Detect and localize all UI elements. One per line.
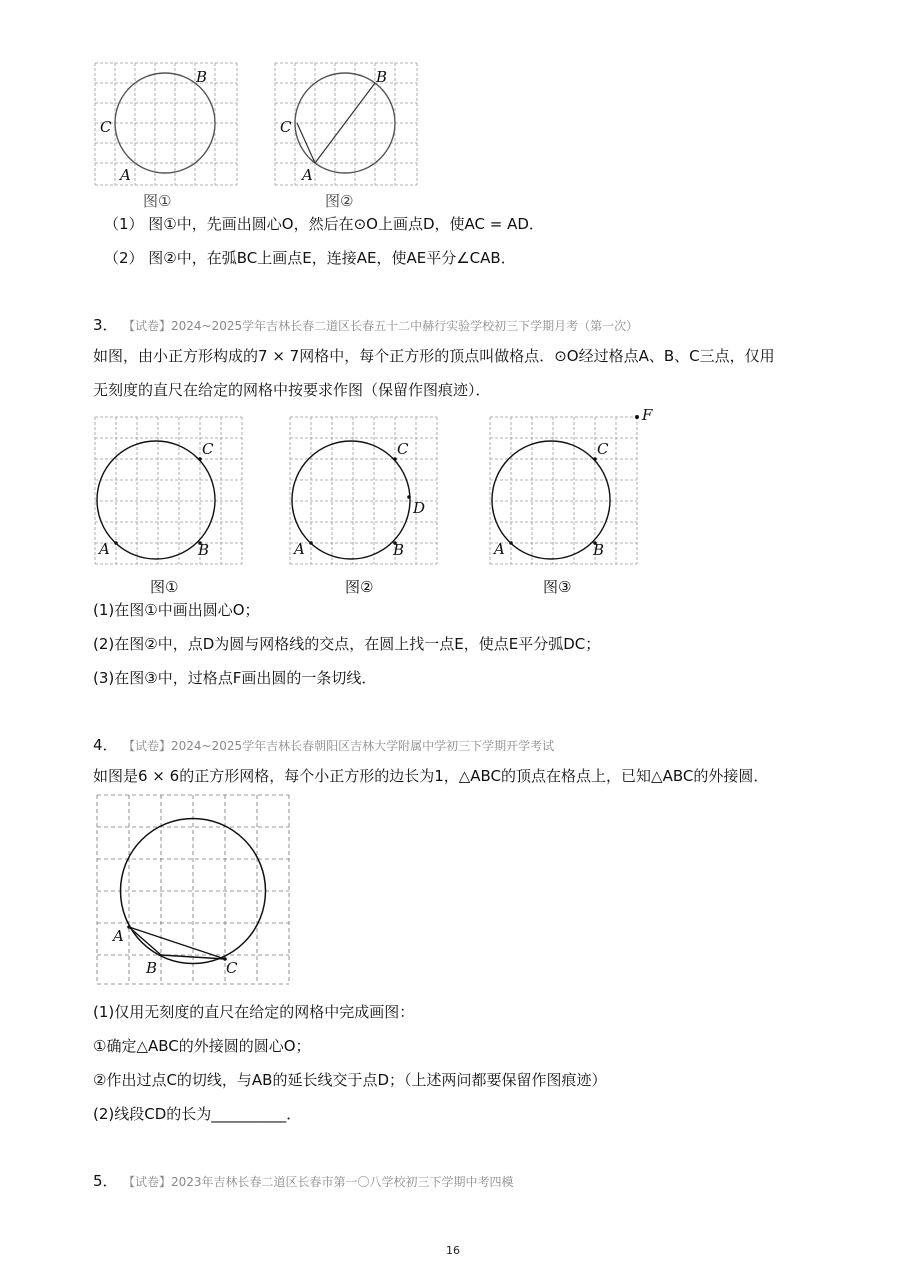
q3-source: 【试卷】2024~2025学年吉林长春二道区长春五十二中赫行实验学校初三下学期月考（第一次） xyxy=(123,319,639,333)
q3-fig3-label-f: F xyxy=(642,406,653,424)
q3-number: 3． xyxy=(93,316,118,334)
q3-fig2-label-c: C xyxy=(397,440,409,458)
q3-part2: (2)在图②中，点D为圆与网格线的交点，在圆上找一点E，使点E平分弧DC； xyxy=(93,635,601,653)
q4-stem: 如图是6 × 6的正方形网格，每个小正方形的边长为1，△ABC的顶点在格点上，已知△ABC的外接圆． xyxy=(93,767,769,785)
q2-fig2-label-c: C xyxy=(280,118,292,136)
q2-fig1-caption: 图① xyxy=(143,192,172,210)
q3-figure-2 xyxy=(285,412,445,572)
q3-fig3-label-a: A xyxy=(494,540,505,558)
q3-stem-line1: 如图，由小正方形构成的7 × 7网格中，每个正方形的顶点叫做格点．⊙O经过格点A、B、C三点，仅用 xyxy=(93,347,775,365)
q4-sub1: ①确定△ABC的外接圆的圆心O； xyxy=(93,1037,311,1055)
q3-fig3-label-c: C xyxy=(597,440,609,458)
q3-stem-line2: 无刻度的直尺在给定的网格中按要求作图（保留作图痕迹）． xyxy=(93,381,491,399)
q5-source: 【试卷】2023年吉林长春二道区长春市第一〇八学校初三下学期中考四模 xyxy=(123,1175,514,1189)
q3-fig2-label-a: A xyxy=(294,540,305,558)
q4-figure xyxy=(92,790,302,990)
q3-fig1-label-c: C xyxy=(202,440,214,458)
q3-fig1-caption: 图① xyxy=(150,578,179,596)
q2-fig1-label-a: A xyxy=(120,166,131,184)
q4-label-c: C xyxy=(226,959,238,977)
q3-fig1-label-b: B xyxy=(198,541,210,559)
q3-fig2-caption: 图② xyxy=(345,578,374,596)
q5-number: 5． xyxy=(93,1172,118,1190)
q2-figure-2 xyxy=(272,60,422,190)
q3-part1: (1)在图①中画出圆心O； xyxy=(93,601,260,619)
q2-part2: （2） 图②中，在弧BC上画点E，连接AE，使AE平分∠CAB． xyxy=(104,249,516,267)
q4-part1: (1)仅用无刻度的直尺在给定的网格中完成画图： xyxy=(93,1003,415,1021)
q2-fig1-label-c: C xyxy=(100,118,112,136)
q4-label-b: B xyxy=(146,959,158,977)
q4-source: 【试卷】2024~2025学年吉林长春朝阳区吉林大学附属中学初三下学期开学考试 xyxy=(123,739,555,753)
q3-figure-1 xyxy=(90,412,250,572)
q3-part3: (3)在图③中，过格点F画出圆的一条切线． xyxy=(93,669,377,687)
q4-part2: (2)线段CD的长为__________． xyxy=(93,1105,302,1123)
q4-number: 4． xyxy=(93,736,118,754)
q3-fig2-label-b: B xyxy=(393,541,405,559)
q3-figure-3 xyxy=(485,406,665,572)
q3-fig3-label-b: B xyxy=(593,541,605,559)
q4-label-a: A xyxy=(113,927,124,945)
q4-sub2: ②作出过点C的切线，与AB的延长线交于点D；（上述两问都要保留作图痕迹） xyxy=(93,1071,607,1089)
q2-part1: （1） 图①中，先画出圆心O，然后在⊙O上画点D，使AC = AD． xyxy=(104,215,544,233)
q2-fig2-label-b: B xyxy=(376,68,388,86)
q3-fig3-caption: 图③ xyxy=(543,578,572,596)
q2-fig1-label-b: B xyxy=(196,68,208,86)
q2-fig2-label-a: A xyxy=(302,166,313,184)
q3-fig2-label-d: D xyxy=(413,499,426,517)
q2-figure-1 xyxy=(92,60,242,190)
q2-fig2-caption: 图② xyxy=(325,192,354,210)
q3-fig1-label-a: A xyxy=(99,540,110,558)
page-number: 16 xyxy=(446,1244,460,1257)
